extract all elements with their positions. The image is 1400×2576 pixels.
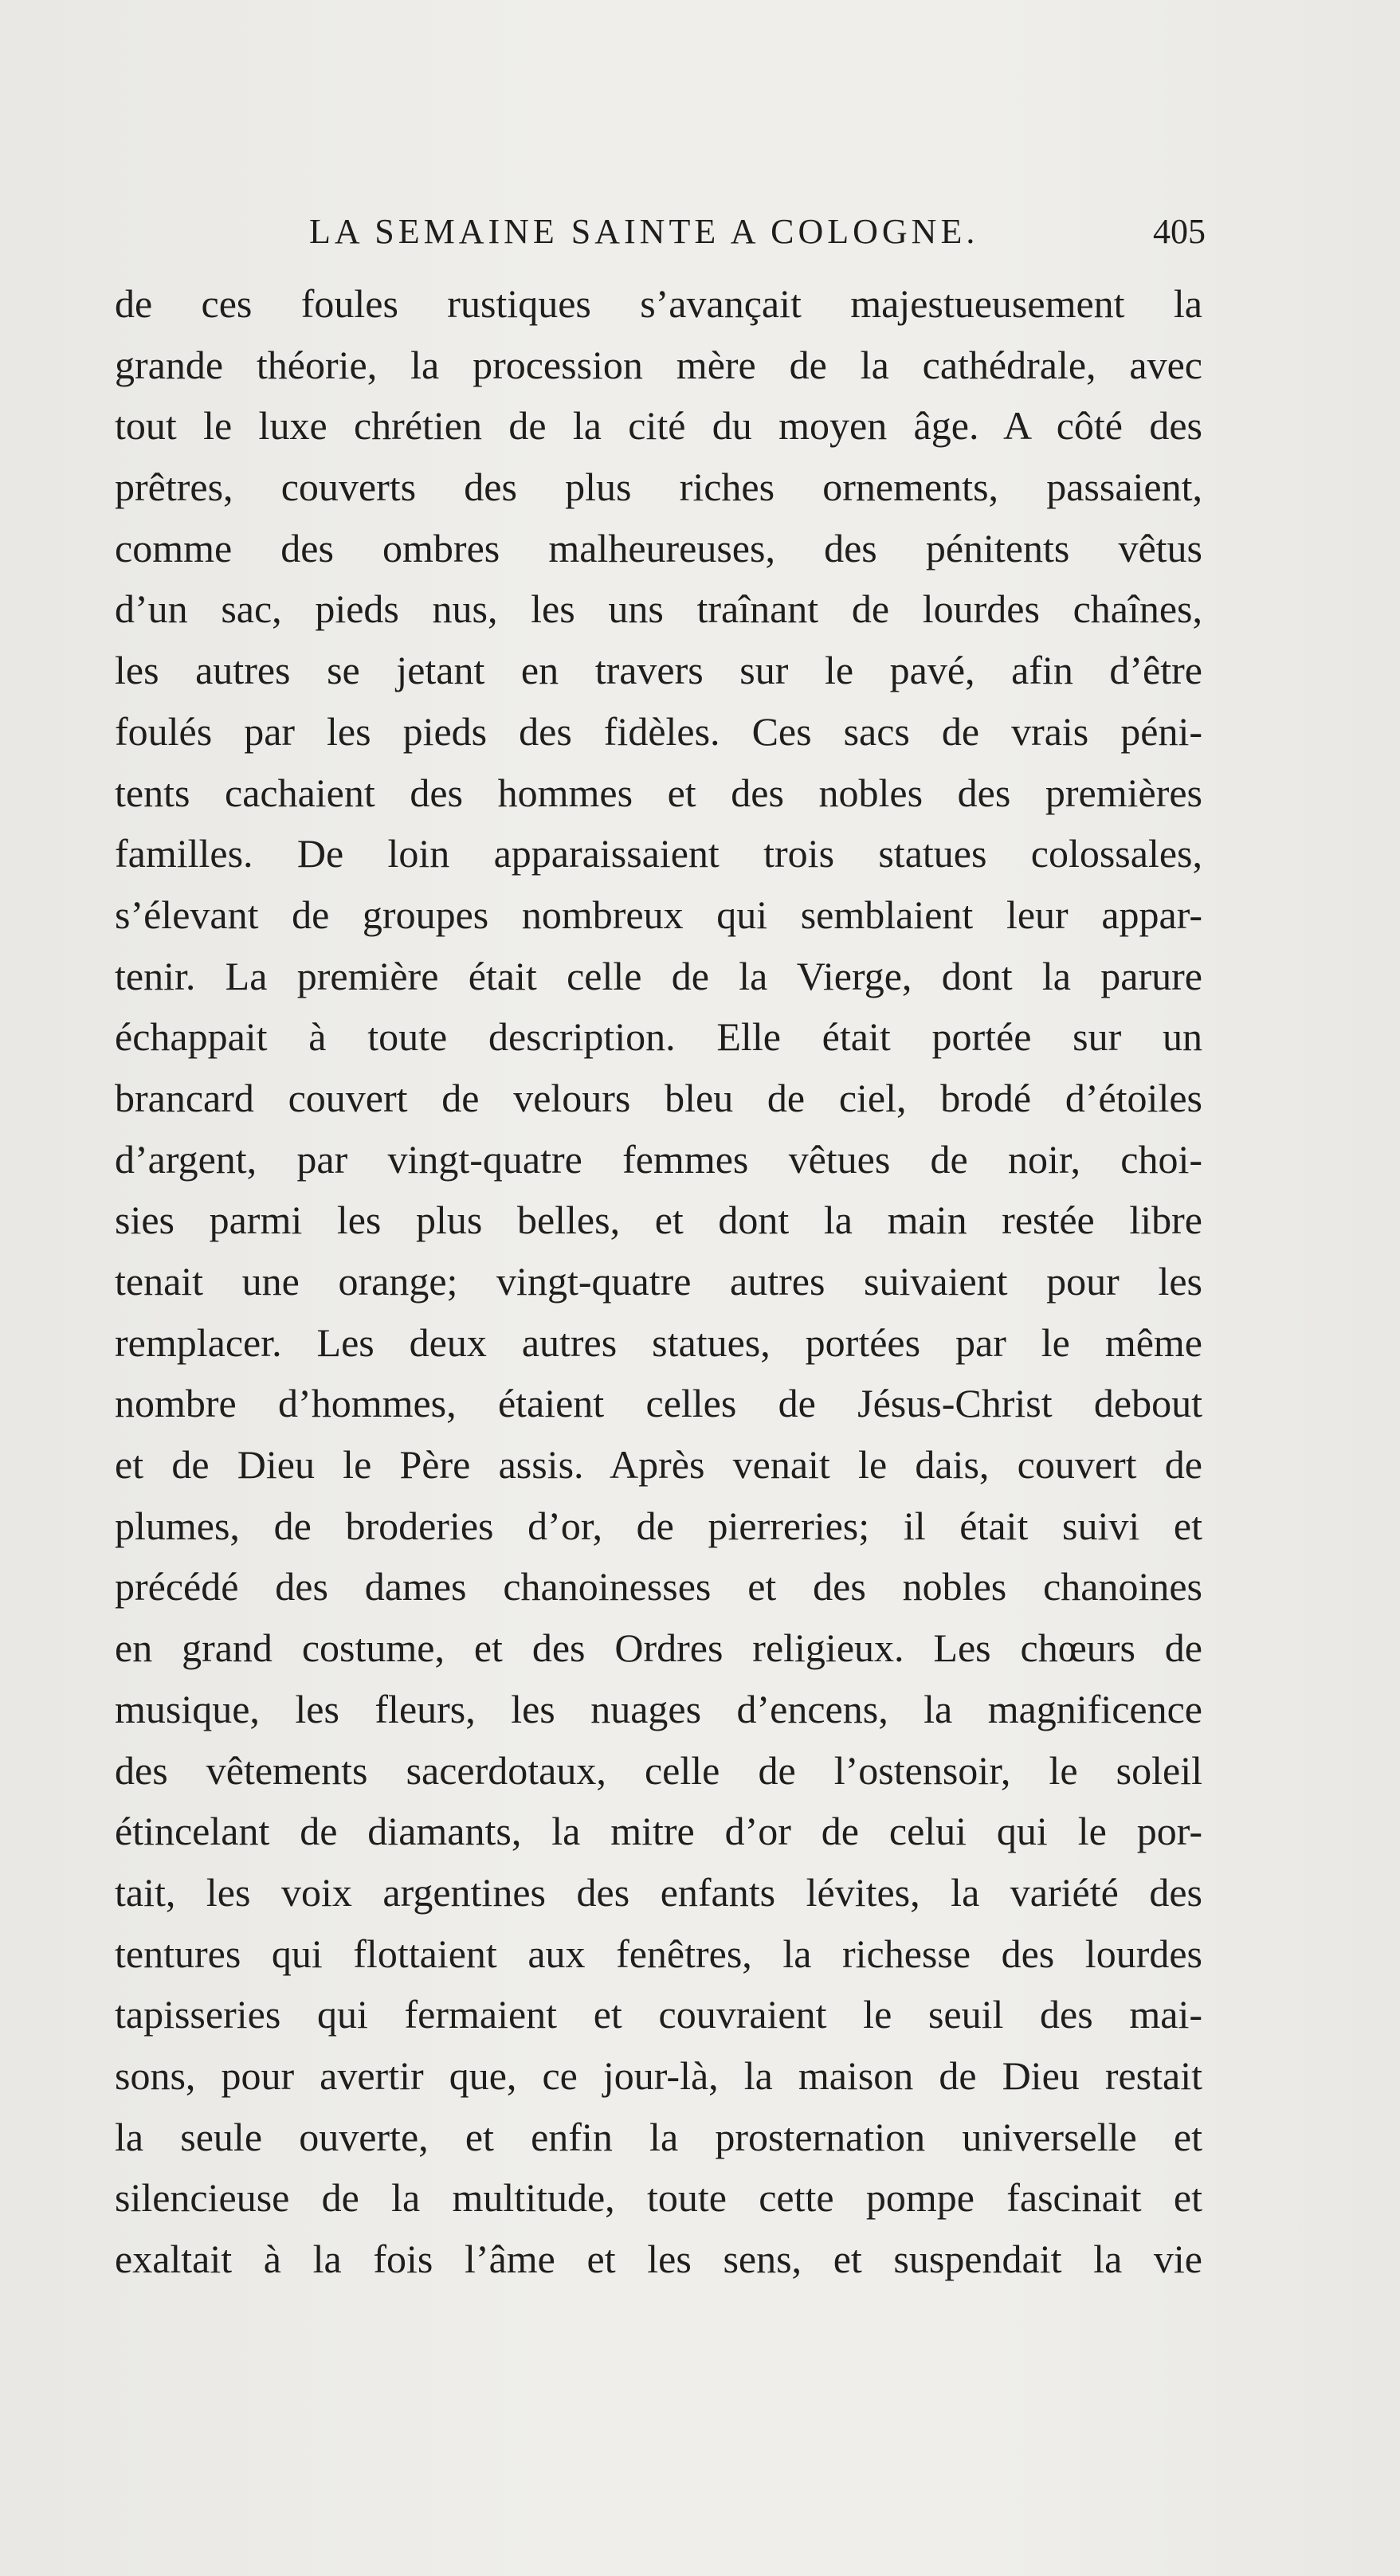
text-line: sies parmi les plus belles, et dont la main restée libre <box>115 1198 1202 1243</box>
text-line: la seule ouverte, et enfin la prosternation universelle et <box>115 2114 1202 2159</box>
text-line: nombre d’hommes, étaient celles de Jésus-Christ debout <box>115 1381 1202 1426</box>
text-line: grande théorie, la procession mère de la cathédrale, avec <box>115 342 1202 387</box>
running-title: LA SEMAINE SAINTE A COLOGNE. <box>309 212 979 251</box>
text-line: brancard couvert de velours bleu de ciel, brodé d’étoiles <box>115 1075 1202 1120</box>
text-line: comme des ombres malheureuses, des pénitents vêtus <box>115 525 1202 570</box>
text-line: silencieuse de la multitude, toute cette pompe fascinait et <box>115 2175 1202 2221</box>
text-line: tait, les voix argentines des enfants lévites, la variété des <box>115 1869 1202 1915</box>
text-line: tentures qui flottaient aux fenêtres, la richesse des lourdes <box>115 1931 1202 1976</box>
text-line: d’argent, par vingt-quatre femmes vêtues de noir, choi- <box>115 1136 1202 1182</box>
text-line: musique, les fleurs, les nuages d’encens, la magnificence <box>115 1686 1202 1731</box>
text-line: tapisseries qui fermaient et couvraient le seuil des mai- <box>115 1992 1202 2037</box>
text-line: les autres se jetant en travers sur le pavé, afin d’être <box>115 648 1202 693</box>
text-line: plumes, de broderies d’or, de pierreries; il était suivi et <box>115 1503 1202 1548</box>
text-line: tenir. La première était celle de la Vierge, dont la parure <box>115 953 1202 998</box>
text-line: étincelant de diamants, la mitre d’or de celui qui le por- <box>115 1809 1202 1854</box>
text-line: prêtres, couverts des plus riches ornements, passaient, <box>115 465 1202 510</box>
text-line: tenait une orange; vingt-quatre autres suivaient pour les <box>115 1259 1202 1304</box>
text-line: sons, pour avertir que, ce jour-là, la maison de Dieu restait <box>115 2053 1202 2098</box>
text-line: des vêtements sacerdotaux, celle de l’ostensoir, le soleil <box>115 1747 1202 1793</box>
text-line: familles. De loin apparaissaient trois statues colossales, <box>115 831 1202 876</box>
text-line: exaltait à la fois l’âme et les sens, et suspendait la vie <box>115 2237 1202 2281</box>
text-line: foulés par les pieds des fidèles. Ces sacs de vrais péni- <box>115 708 1202 754</box>
text-line: en grand costume, et des Ordres religieux. Les chœurs de <box>115 1625 1202 1671</box>
text-line: remplacer. Les deux autres statues, portées par le même <box>115 1319 1202 1365</box>
text-line: tents cachaient des hommes et des nobles des premières <box>115 770 1202 815</box>
text-line: d’un sac, pieds nus, les uns traînant de lourdes chaînes, <box>115 586 1202 632</box>
text-line: tout le luxe chrétien de la cité du moyen âge. A côté des <box>115 403 1202 449</box>
text-line: de ces foules rustiques s’avançait majestueusement la <box>115 281 1202 326</box>
text-line: échappait à toute description. Elle était portée sur un <box>115 1014 1202 1060</box>
text-line: s’élevant de groupes nombreux qui semblaient leur appar- <box>115 892 1202 937</box>
text-line: et de Dieu le Père assis. Après venait le dais, couvert de <box>115 1442 1202 1488</box>
body-text <box>115 273 1202 2290</box>
text-line: précédé des dames chanoinesses et des nobles chanoines <box>115 1564 1202 1610</box>
page-header <box>118 204 1206 260</box>
page-number: 405 <box>1153 212 1206 251</box>
